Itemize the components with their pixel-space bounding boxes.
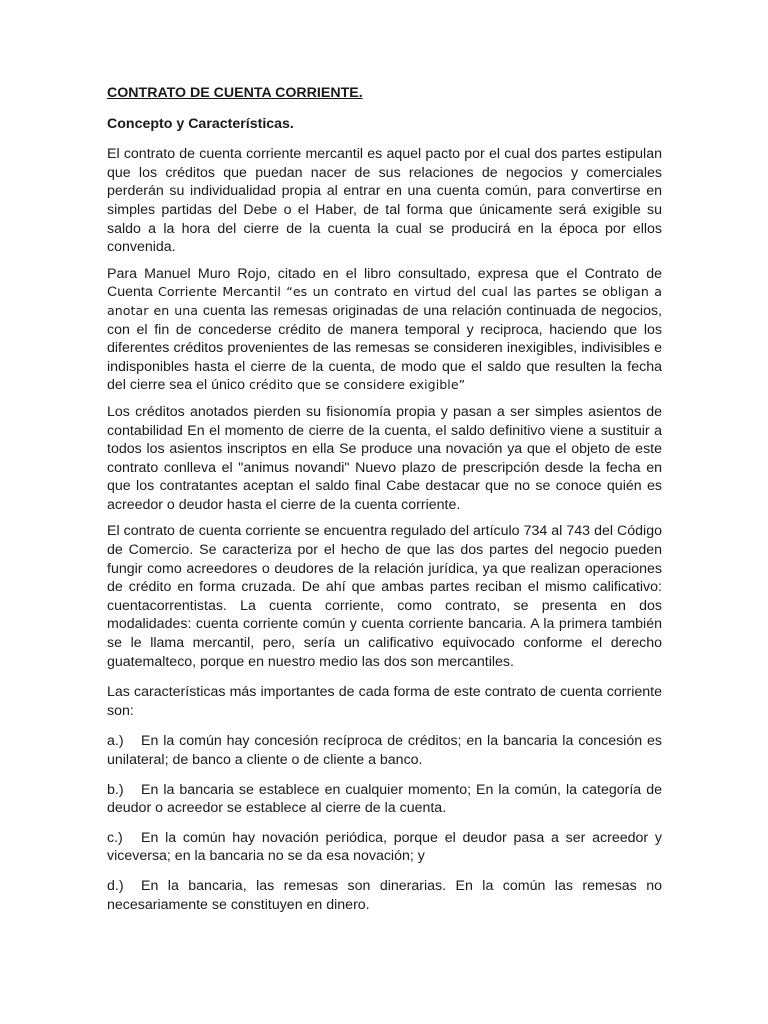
quote-start: Corriente Mercantil “es un contrato en virtud del cual las partes se obligan a anotar en una (107, 284, 662, 318)
list-item-text: En la bancaria, las remesas son dinerarias. En la común las remesas no necesariamente se constituyen en dinero. (107, 877, 662, 913)
document-page (107, 84, 662, 925)
paragraph-muro-rojo-lead: Para Manuel Muro Rojo, citado en el libro consultado, expresa que el Contrato de Cuenta (107, 265, 662, 301)
paragraph-muro-rojo (107, 265, 662, 395)
list-item-marker: a.) (107, 733, 124, 750)
paragraph-regulacion: El contrato de cuenta corriente se encuentra regulado del artículo 734 al 743 del Código de Comercio. Se caracteriza por el hecho de que las dos partes del negocio pueden fungir como acreedores o deudores de la relación jurídica, ya que realizan operaciones de crédito en forma cruzada. De ahí que ambas partes reciban el mismo calificativo: cuentacorrentistas. La cuenta corriente, como contrato, se presenta en dos modalidades: cuenta corriente común y cuenta corriente bancaria. A la primera también se le llama mercantil, pero, sería un calificativo equivocado conforme el derecho guatemalteco, porque en nuestro medio las dos son mercantiles. (107, 523, 662, 670)
paragraph-muro-rojo-middle: cuenta las remesas originadas de una relación continuada de negocios, con el fin de concederse crédito de manera temporal y reciproca, haciendo que los diferentes créditos provenientes de las remesas se consideren inexigibles, indivisibles e indisponibles hasta el cierre de la cuenta, de modo que el saldo que resulten la fecha del cierre sea el único (107, 302, 662, 394)
paragraph-definition: El contrato de cuenta corriente mercantil es aquel pacto por el cual dos partes estipulan que los créditos que puedan nacer de sus relaciones de negocios y comerciales perderán su individualidad propia al entrar en una cuenta común, para convertirse en simples partidas del Debe o el Haber, de tal forma que únicamente será exigible su saldo a la hora del cierre de la cuenta la cual se producirá en la época por ellos convenida. (107, 146, 662, 256)
list-item-marker: b.) (107, 781, 124, 798)
list-item-marker: c.) (107, 829, 123, 846)
list-item (107, 877, 662, 914)
list-item (107, 829, 662, 866)
list-item (107, 732, 662, 769)
quote-end: crédito que se considere exigible” (248, 377, 466, 393)
paragraph-caracteristicas: Las características más importantes de cada forma de este contrato de cuenta corriente son: (107, 684, 662, 719)
list-item-text: En la bancaria se establece en cualquier momento; En la común, la categoría de deudor o acreedor se establece al cierre de la cuenta. (107, 781, 662, 817)
list-item-text: En la común hay novación periódica, porque el deudor pasa a ser acreedor y viceversa; en la bancaria no se da esa novación; y (107, 829, 662, 865)
list-item (107, 781, 662, 818)
document-title: CONTRATO DE CUENTA CORRIENTE. (107, 85, 363, 101)
paragraph-creditos: Los créditos anotados pierden su fisionomía propia y pasan a ser simples asientos de contabilidad En el momento de cierre de la cuenta, el saldo definitivo viene a sustituir a todos los asientos inscriptos en ella Se produce una novación ya que el objeto de este contrato conlleva el "animus novandi" Nuevo plazo de prescripción desde la fecha en que los contratantes aceptan el saldo final Cabe destacar que no se conoce quién es acreedor o deudor hasta el cierre de la cuenta corriente. (107, 403, 662, 513)
section-subtitle: Concepto y Características. (107, 115, 294, 132)
list-item-text: En la común hay concesión recíproca de créditos; en la bancaria la concesión es unilateral; de banco a cliente o de cliente a banco. (107, 733, 662, 768)
list-item-marker: d.) (107, 877, 124, 894)
